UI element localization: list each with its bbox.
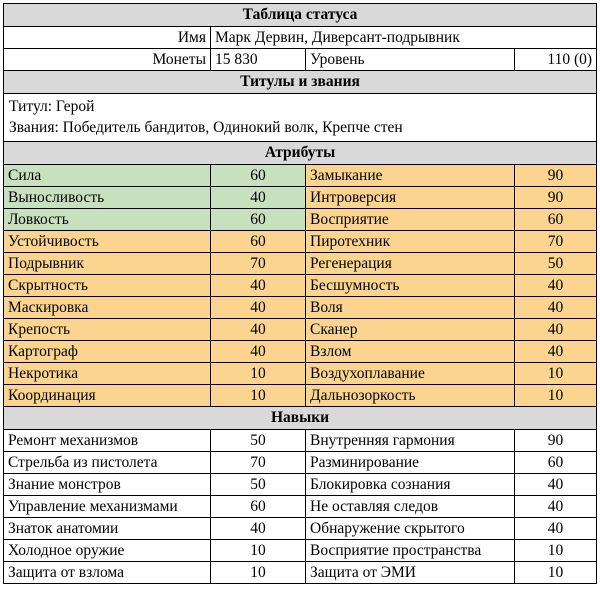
attribute-row: [4, 363, 597, 385]
skill-value: 60: [515, 452, 597, 474]
skill-value: 40: [515, 474, 597, 496]
skill-name: Блокировка сознания: [306, 474, 515, 496]
skill-value: 10: [211, 562, 306, 584]
attribute-row: [4, 385, 597, 407]
skill-row: [4, 562, 597, 584]
status-header-row: [4, 4, 597, 27]
skill-value: 90: [515, 430, 597, 452]
skill-value: 70: [211, 452, 306, 474]
attribute-row: [4, 187, 597, 209]
skill-name: Восприятие пространства: [306, 540, 515, 562]
attribute-name: Ловкость: [4, 209, 211, 231]
attribute-value: 10: [211, 385, 306, 407]
attribute-value: 40: [211, 187, 306, 209]
attribute-row: [4, 341, 597, 363]
attribute-value: 70: [211, 253, 306, 275]
status-sheet: [3, 3, 596, 584]
coins-label: Монеты: [4, 49, 211, 71]
skill-row: [4, 452, 597, 474]
attribute-name: Маскировка: [4, 297, 211, 319]
status-table-title: Таблица статуса: [4, 4, 597, 27]
skill-value: 50: [211, 430, 306, 452]
attribute-row: [4, 297, 597, 319]
coins-level-row: [4, 49, 597, 71]
skill-value: 10: [515, 540, 597, 562]
skill-row: [4, 540, 597, 562]
attribute-name: Интроверсия: [306, 187, 515, 209]
attribute-name: Регенерация: [306, 253, 515, 275]
attribute-name: Сила: [4, 165, 211, 187]
skill-name: Знание монстров: [4, 474, 211, 496]
skill-name: Ремонт механизмов: [4, 430, 211, 452]
attributes-header-row: [4, 142, 597, 165]
attribute-value: 90: [515, 187, 597, 209]
skill-row: [4, 430, 597, 452]
attribute-value: 40: [211, 275, 306, 297]
attribute-row: [4, 231, 597, 253]
skill-value: 60: [211, 496, 306, 518]
titles-header: Титулы и звания: [4, 71, 597, 94]
attribute-value: 40: [211, 319, 306, 341]
attribute-name: Бесшумность: [306, 275, 515, 297]
attribute-name: Картограф: [4, 341, 211, 363]
attribute-name: Крепость: [4, 319, 211, 341]
skill-name: Внутренняя гармония: [306, 430, 515, 452]
attribute-name: Скрытность: [4, 275, 211, 297]
attribute-row: [4, 253, 597, 275]
attribute-name: Устойчивость: [4, 231, 211, 253]
attribute-value: 40: [515, 275, 597, 297]
skill-name: Холодное оружие: [4, 540, 211, 562]
titles-cell: [4, 94, 597, 142]
skills-header-row: [4, 407, 597, 430]
skills-header: Навыки: [4, 407, 597, 430]
attribute-value: 40: [211, 297, 306, 319]
attribute-value: 60: [211, 209, 306, 231]
coins-value: 15 830: [211, 49, 306, 71]
skill-name: Обнаружение скрытого: [306, 518, 515, 540]
skill-name: Разминирование: [306, 452, 515, 474]
attribute-name: Выносливость: [4, 187, 211, 209]
attribute-name: Координация: [4, 385, 211, 407]
skill-name: Не оставляя следов: [306, 496, 515, 518]
attribute-value: 10: [211, 363, 306, 385]
skill-name: Защита от ЭМИ: [306, 562, 515, 584]
skill-value: 40: [515, 518, 597, 540]
ranks-line: Звания: Победитель бандитов, Одинокий волк, Крепче стен: [9, 119, 403, 136]
name-label: Имя: [4, 27, 211, 49]
skill-value: 10: [515, 562, 597, 584]
attribute-value: 40: [211, 341, 306, 363]
attribute-row: [4, 319, 597, 341]
level-label: Уровень: [306, 49, 515, 71]
titles-row: [4, 94, 597, 142]
skill-value: 40: [515, 496, 597, 518]
attribute-name: Восприятие: [306, 209, 515, 231]
skill-value: 10: [211, 540, 306, 562]
attributes-header: Атрибуты: [4, 142, 597, 165]
attribute-value: 50: [515, 253, 597, 275]
attribute-value: 40: [515, 341, 597, 363]
status-table: [3, 3, 597, 584]
attribute-value: 60: [515, 209, 597, 231]
skill-name: Знаток анатомии: [4, 518, 211, 540]
attribute-value: 70: [515, 231, 597, 253]
attribute-name: Взлом: [306, 341, 515, 363]
attribute-row: [4, 165, 597, 187]
attribute-name: Пиротехник: [306, 231, 515, 253]
attribute-value: 10: [515, 385, 597, 407]
titles-header-row: [4, 71, 597, 94]
skill-value: 50: [211, 474, 306, 496]
attribute-name: Воля: [306, 297, 515, 319]
attribute-value: 10: [515, 363, 597, 385]
skill-value: 40: [211, 518, 306, 540]
attribute-value: 60: [211, 231, 306, 253]
title-line: Титул: Герой: [9, 98, 95, 115]
name-value: Марк Дервин, Диверсант-подрывник: [211, 27, 597, 49]
attribute-name: Воздухоплавание: [306, 363, 515, 385]
attribute-row: [4, 209, 597, 231]
attribute-value: 40: [515, 319, 597, 341]
attribute-value: 90: [515, 165, 597, 187]
skill-row: [4, 474, 597, 496]
attribute-name: Подрывник: [4, 253, 211, 275]
skill-row: [4, 496, 597, 518]
attribute-name: Замыкание: [306, 165, 515, 187]
attribute-name: Дальнозоркость: [306, 385, 515, 407]
skill-name: Стрельба из пистолета: [4, 452, 211, 474]
skill-row: [4, 518, 597, 540]
attribute-value: 40: [515, 297, 597, 319]
attribute-name: Некротика: [4, 363, 211, 385]
name-row: [4, 27, 597, 49]
level-value: 110 (0): [515, 49, 597, 71]
attribute-row: [4, 275, 597, 297]
attribute-value: 60: [211, 165, 306, 187]
attribute-name: Сканер: [306, 319, 515, 341]
skill-name: Управление механизмами: [4, 496, 211, 518]
skill-name: Защита от взлома: [4, 562, 211, 584]
